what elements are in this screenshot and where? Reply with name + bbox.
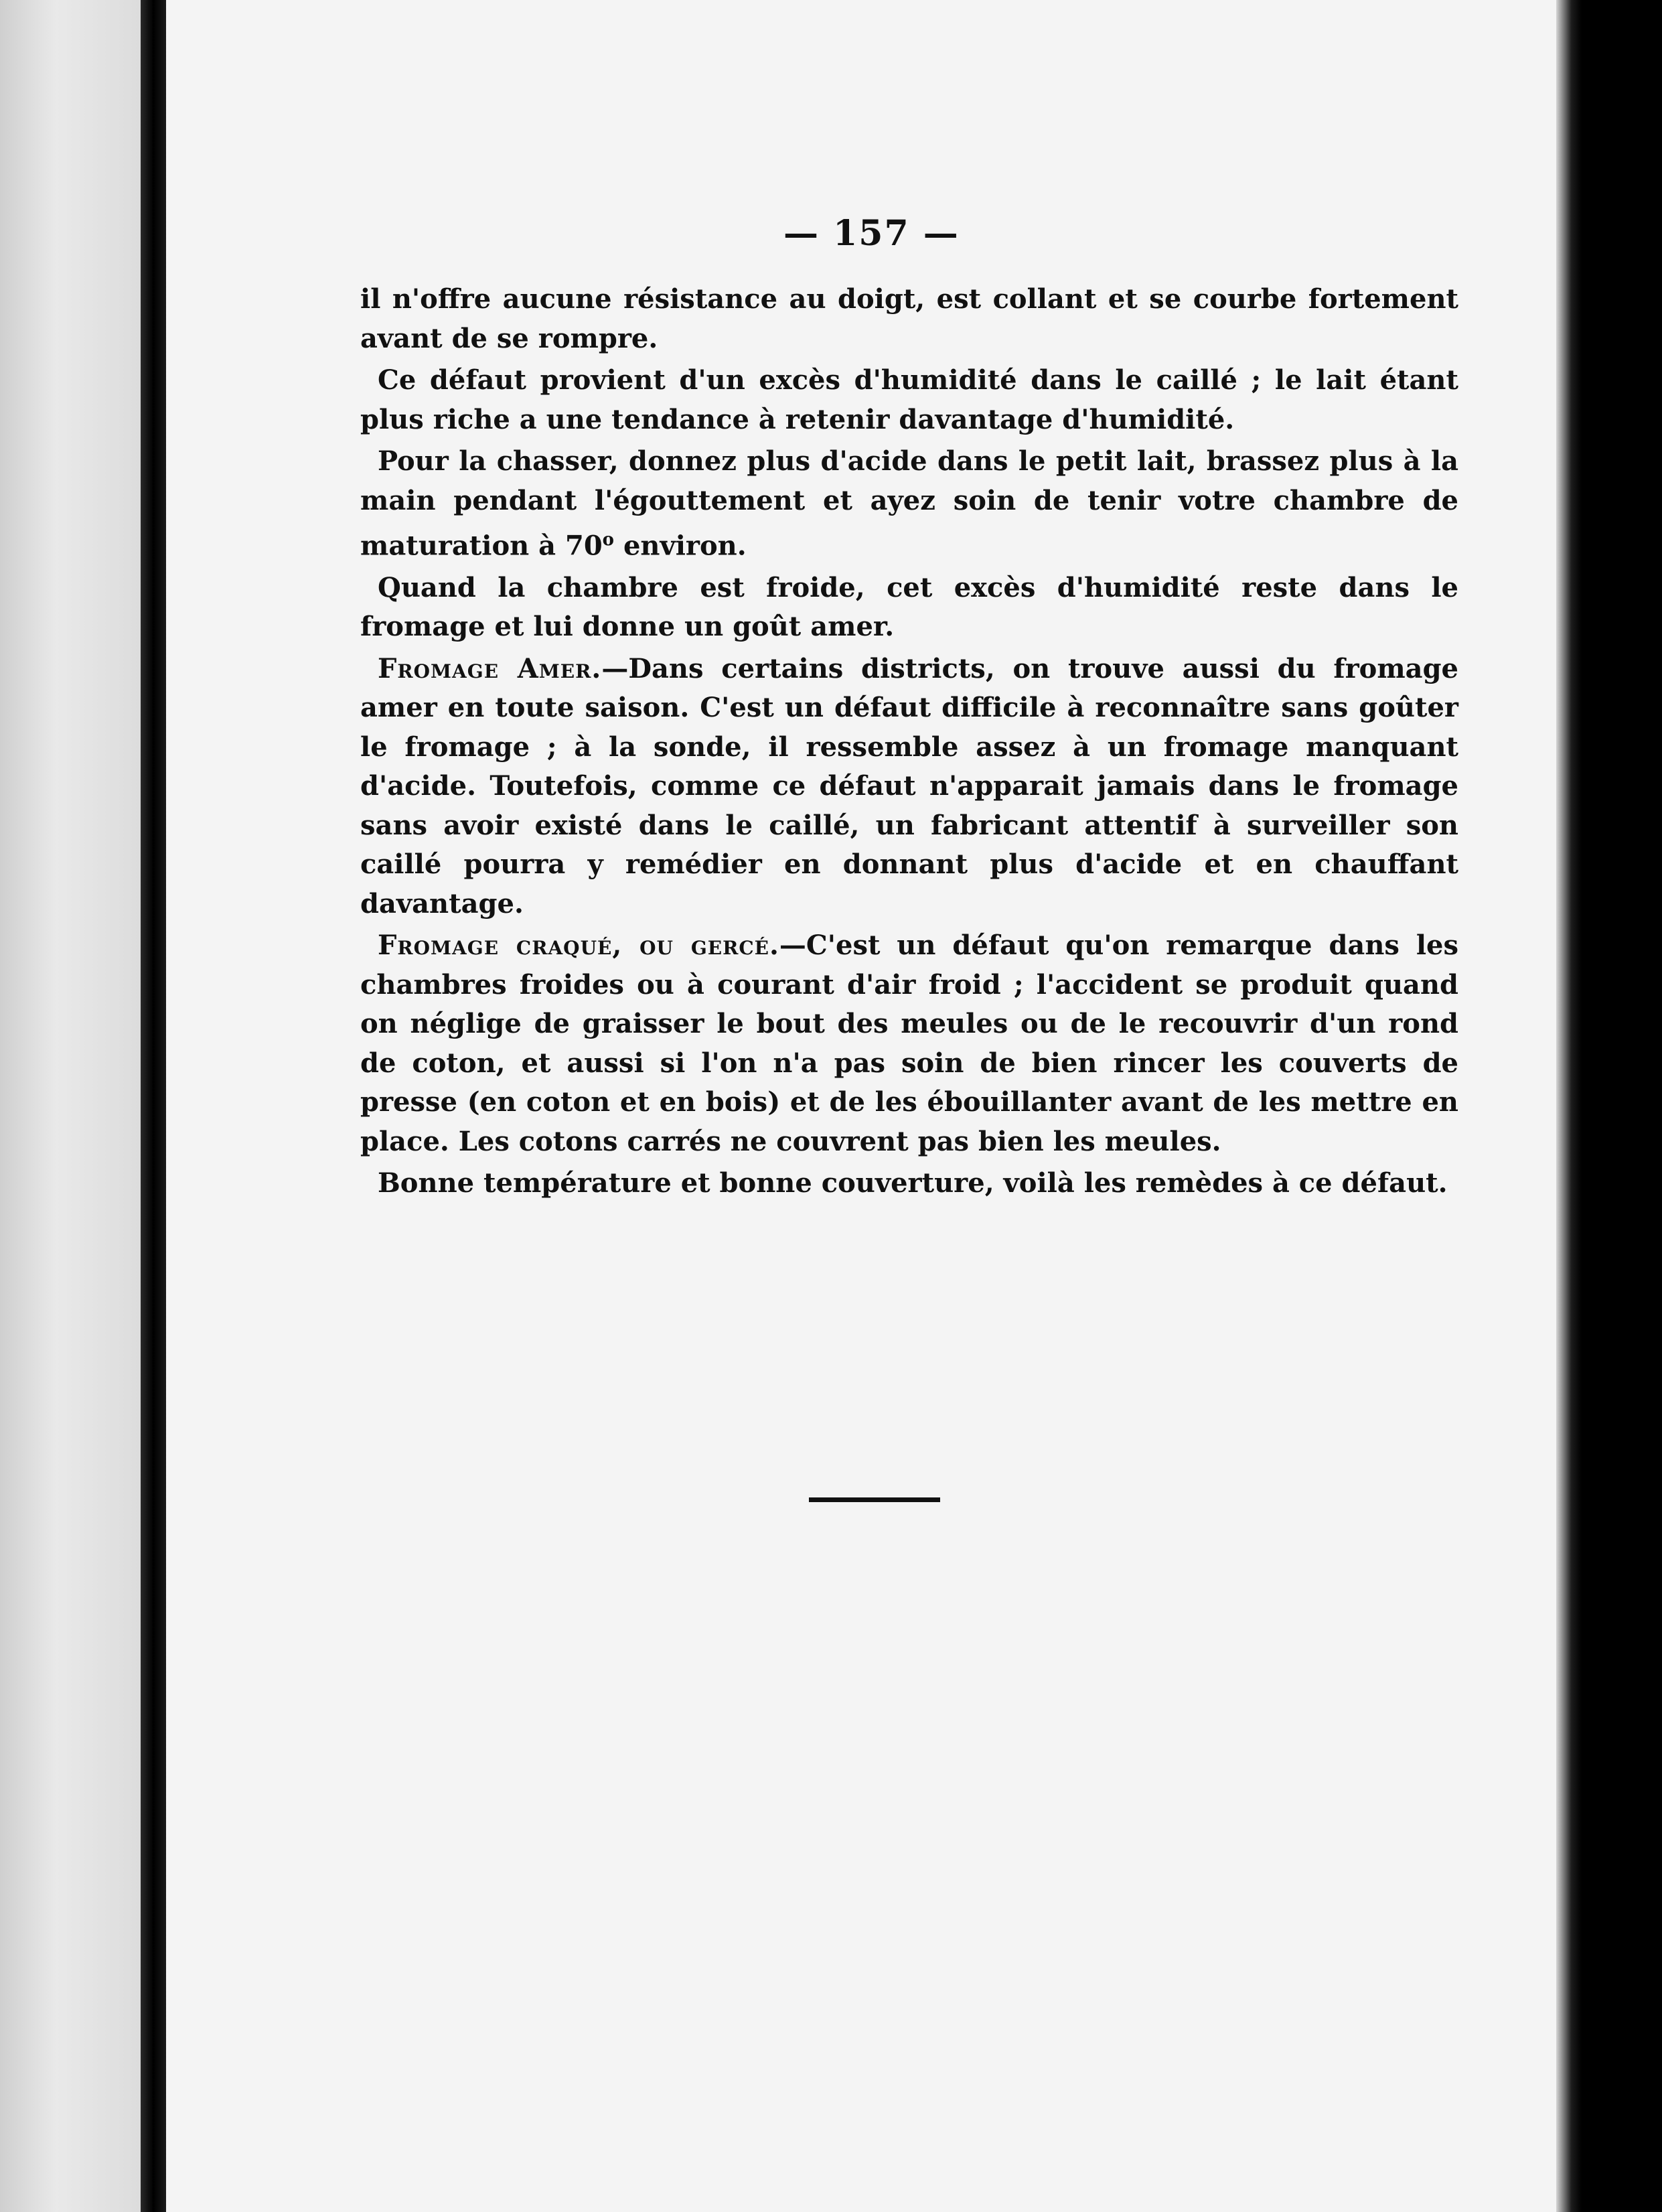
paragraph-2: Ce défaut provient d'un excès d'humidité dans le caillé ; le lait étant plus riche a une tendance à retenir davantage d'humidité. bbox=[360, 364, 1458, 435]
paragraph-3-text: Pour la chasser, donnez plus d'acide dans le petit lait, brassez plus à la main pendant l'égouttement et ayez soin de tenir votre chambre de maturation à 70 bbox=[360, 445, 1458, 562]
degree-mark: o bbox=[602, 530, 615, 550]
paragraph-6-text: —C'est un défaut qu'on remarque dans les chambres froides ou à courant d'air froid ; l'accident se produit quand on néglige de graisser le bout des meules ou de le recouvrir d'un rond de coton, et aussi si l'on n'a pas soin de bien rincer les couverts de presse (en coton et en bois) et de les ébouillanter avant de les mettre en place. Les cotons carrés ne couvrent pas bien les meules. bbox=[360, 930, 1458, 1157]
body-text bbox=[360, 280, 1458, 1203]
paragraph-6 bbox=[360, 926, 1458, 1161]
paragraph-7: Bonne température et bonne couverture, voilà les remèdes à ce défaut. bbox=[378, 1167, 1448, 1199]
end-of-section-rule bbox=[809, 1497, 940, 1502]
page-right-edge bbox=[1556, 0, 1582, 2212]
binding-gutter bbox=[141, 0, 166, 2212]
section-heading-fromage-craque: Fromage craqué, ou gercé. bbox=[378, 930, 779, 962]
previous-page-edge bbox=[0, 0, 141, 2212]
paragraph-3 bbox=[360, 442, 1458, 566]
page-number: — 157 — bbox=[783, 213, 960, 254]
paragraph-3-text-end: environ. bbox=[614, 530, 747, 562]
paragraph-5 bbox=[360, 650, 1458, 924]
paragraph-4: Quand la chambre est froide, cet excès d'humidité reste dans le fromage et lui donne un goût amer. bbox=[360, 571, 1458, 643]
section-heading-fromage-amer: Fromage Amer. bbox=[378, 652, 602, 684]
paragraph-5-text: —Dans certains districts, on trouve aussi du fromage amer en toute saison. C'est un défaut difficile à reconnaître sans goûter le fromage ; à la sonde, il ressemble assez à un fromage manquant d'acide. Toutefois, comme ce défaut n'apparait jamais dans le fromage sans avoir existé dans le caillé, un fabricant attentif à surveiller son caillé pourra y remédier en donnant plus d'acide et en chauffant davantage. bbox=[360, 652, 1459, 919]
paragraph-1: il n'offre aucune résistance au doigt, est collant et se courbe fortement avant de se rompre. bbox=[360, 283, 1458, 354]
